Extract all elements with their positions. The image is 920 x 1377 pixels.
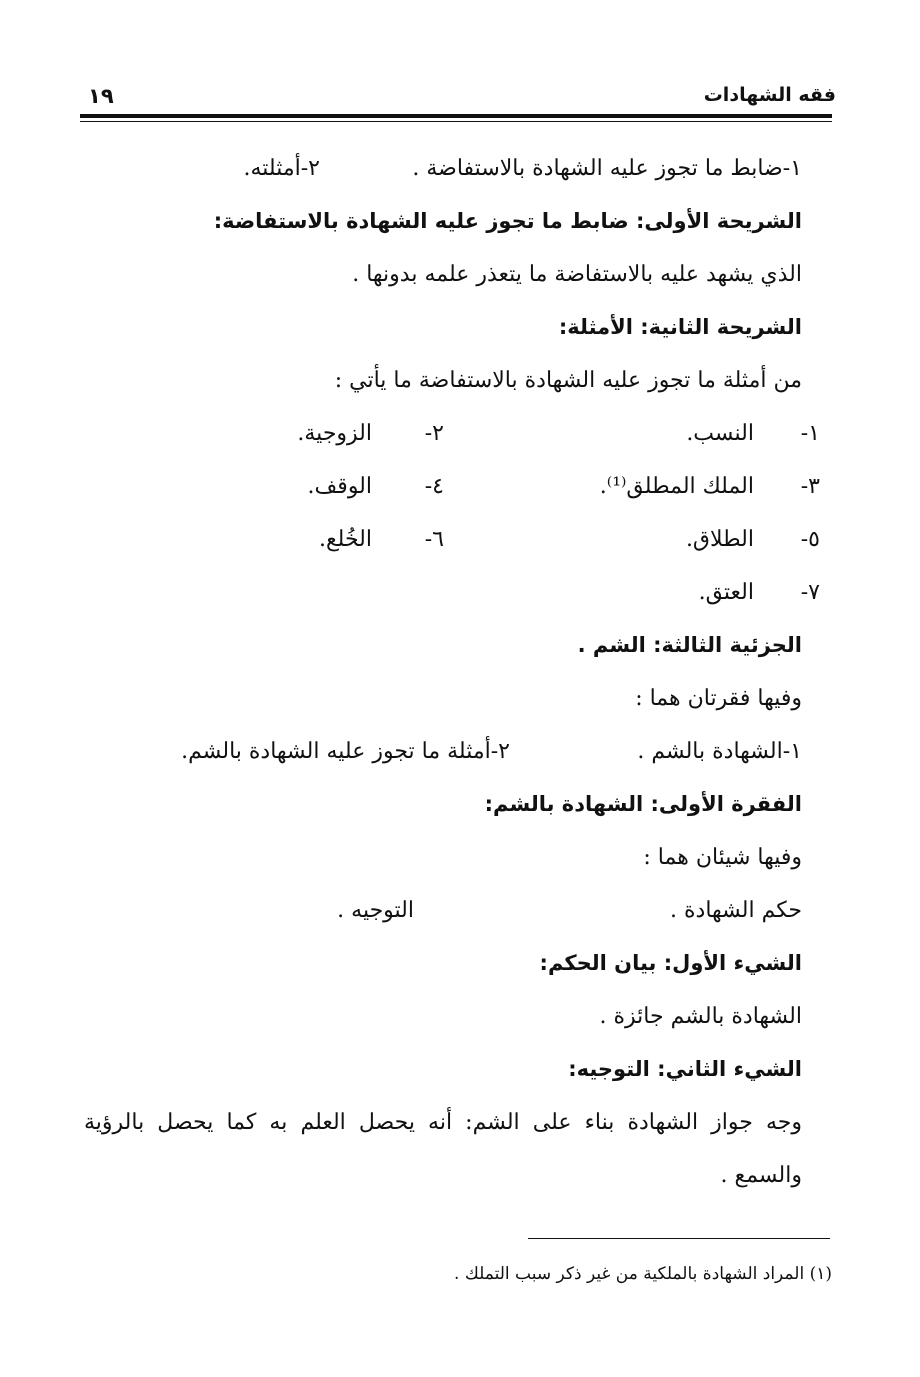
section-heading-2: الشريحة الثانية: الأمثلة: [558,315,802,339]
example-text: النسب. [686,421,754,446]
example-number: ٧- [800,580,820,605]
example-text: الطلاق. [685,527,754,552]
outline-item-4: ٢-أمثلة ما تجوز عليه الشهادة بالشم. [181,739,510,764]
example-number: ٣- [800,474,820,499]
outline-item-1: ١-ضابط ما تجوز عليه الشهادة بالاستفاضة . [412,156,802,181]
item-justification: التوجيه . [337,898,414,923]
example-text: العتق. [698,580,754,605]
running-header-title: فقه الشهادات [703,84,836,106]
footnote: (١) المراد الشهادة بالملكية من غير ذكر سبب التملك . [454,1264,832,1284]
example-number: ٤- [424,474,444,499]
section-heading-4: الفقرة الأولى: الشهادة بالشم: [484,792,802,816]
example-text: الخُلع. [318,527,372,552]
item-ruling: حكم الشهادة . [670,898,802,923]
section-heading-3: الجزئية الثالثة: الشم . [577,633,802,657]
paragraph-3: وفيها فقرتان هما : [635,686,802,711]
paragraph-1: الذي يشهد عليه بالاستفاضة ما يتعذر علمه بدونها . [352,262,802,287]
paragraph-5: الشهادة بالشم جائزة . [599,1004,802,1029]
example-number: ٥- [800,527,820,552]
example-number: ١- [800,421,820,446]
section-heading-6: الشيء الثاني: التوجيه: [568,1057,802,1081]
example-number: ٢- [424,421,444,446]
header-rule-thin [80,121,832,122]
example-text: الزوجية. [297,421,372,446]
paragraph-2: من أمثلة ما تجوز عليه الشهادة بالاستفاضة ما يأتي : [334,368,802,393]
example-number: ٦- [424,527,444,552]
paragraph-6: وجه جواز الشهادة بناء على الشم: أنه يحصل العلم به كما يحصل بالرؤية [84,1110,802,1135]
example-text: الوقف. [307,474,372,499]
outline-item-3: ١-الشهادة بالشم . [637,739,802,764]
outline-item-2: ٢-أمثلته. [243,156,320,181]
section-heading-1: الشريحة الأولى: ضابط ما تجوز عليه الشهادة بالاستفاضة: [213,209,802,233]
paragraph-6-end: والسمع . [720,1163,802,1188]
footnote-rule [528,1238,830,1239]
example-text: الملك المطلق⁽¹⁾. [599,474,754,499]
page-number: ١٩ [88,84,114,108]
header-rule-thick [80,114,832,118]
section-heading-5: الشيء الأول: بيان الحكم: [539,951,802,975]
paragraph-4: وفيها شيئان هما : [643,845,802,870]
